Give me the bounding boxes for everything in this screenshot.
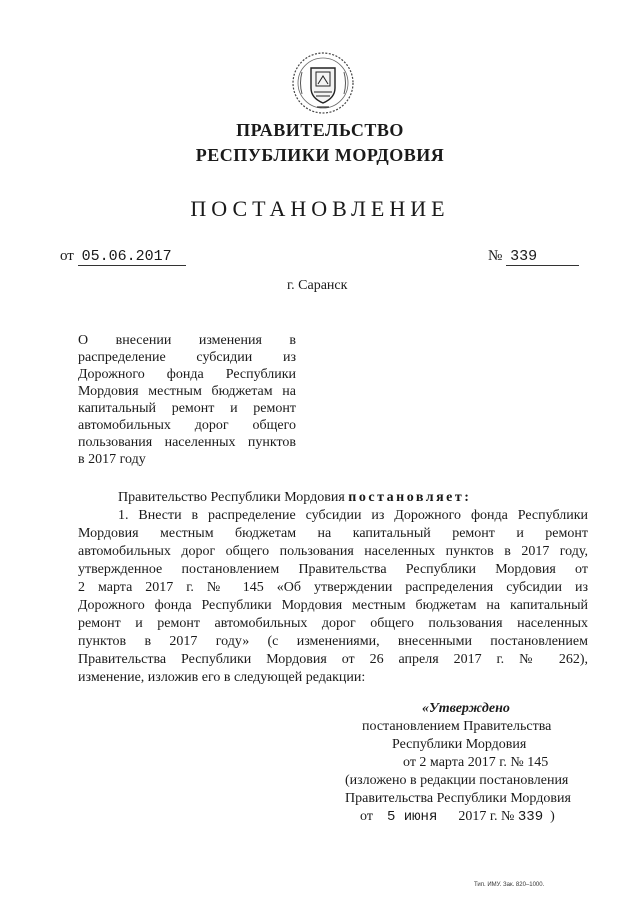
approval-line: от 2 марта 2017 г. № 145	[403, 755, 549, 770]
approval-date-value: 5 июня	[386, 809, 438, 825]
body-line: изменение, изложив его в следующей редакции:	[78, 670, 366, 685]
resolves-word: постановляет:	[348, 490, 472, 505]
subject-line: Дорожного фонда Республики	[78, 367, 296, 382]
number-prefix: №	[488, 248, 503, 264]
subject-line: капитальный ремонт и ремонт	[78, 401, 296, 416]
subject-line: автомобильных дорог общего	[78, 418, 296, 433]
approval-line: постановлением Правительства	[362, 719, 552, 734]
government-title-line2: РЕСПУБЛИКИ МОРДОВИЯ	[195, 145, 445, 165]
date-field	[60, 248, 186, 266]
print-footer-note: Тип. ИМУ. Зак. 820–1000.	[474, 882, 545, 888]
body-line: ремонт и ремонт автомобильных дорог общего пользования населенных	[78, 616, 588, 631]
city-label: г. Саранск	[287, 278, 348, 293]
body-line: 2 марта 2017 г. № 145 «Об утверждении распределения субсидии из	[78, 580, 588, 595]
approval-year-number-label: 2017 г. №	[458, 809, 515, 824]
coat-of-arms-icon	[290, 50, 356, 116]
subject-line: О внесении изменения в	[78, 333, 296, 348]
approval-number-value: 339	[517, 809, 544, 825]
approval-block	[340, 700, 600, 826]
approval-line: (изложено в редакции постановления	[345, 773, 569, 788]
resolution-body	[78, 489, 588, 687]
subject-line: Мордовия местным бюджетам на	[78, 384, 296, 399]
subject-line: распределение субсидии из	[78, 350, 296, 365]
date-prefix: от	[60, 248, 74, 264]
approval-title: «Утверждено	[422, 701, 510, 716]
number-value: 339	[506, 248, 579, 266]
government-title-line1: ПРАВИТЕЛЬСТВО	[236, 120, 404, 140]
body-line: 1. Внести в распределение субсидии из Дорожного фонда Республики	[118, 508, 588, 523]
body-line: пунктов в 2017 году» (с изменениями, внесенными постановлением	[78, 634, 588, 649]
body-line: Мордовия местным бюджетам на капитальный ремонт и ремонт	[78, 526, 588, 541]
approval-from-prefix: от	[360, 809, 373, 824]
approval-close-paren: )	[550, 809, 555, 824]
subject-block	[78, 332, 296, 468]
number-field	[488, 248, 579, 266]
subject-line: в 2017 году	[78, 452, 146, 467]
document-type-title: ПОСТАНОВЛЕНИЕ	[190, 196, 450, 221]
date-value: 05.06.2017	[78, 248, 186, 266]
approval-date-line	[340, 808, 600, 826]
body-line: Правительства Республики Мордовия от 26 апреля 2017 г. № 262),	[78, 652, 588, 667]
body-line: автомобильных дорог общего пользования населенных пунктов в 2017 году,	[78, 544, 588, 559]
approval-line: Правительства Республики Мордовия	[345, 791, 571, 806]
approval-line: Республики Мордовия	[392, 737, 527, 752]
body-line: утвержденное постановлением Правительства Республики Мордовия от	[78, 562, 588, 577]
resolution-intro	[78, 489, 588, 507]
intro-text: Правительство Республики Мордовия	[118, 490, 345, 505]
subject-line: пользования населенных пунктов	[78, 435, 296, 450]
body-line: Дорожного фонда Республики Мордовия местным бюджетам на капитальный	[78, 598, 588, 613]
